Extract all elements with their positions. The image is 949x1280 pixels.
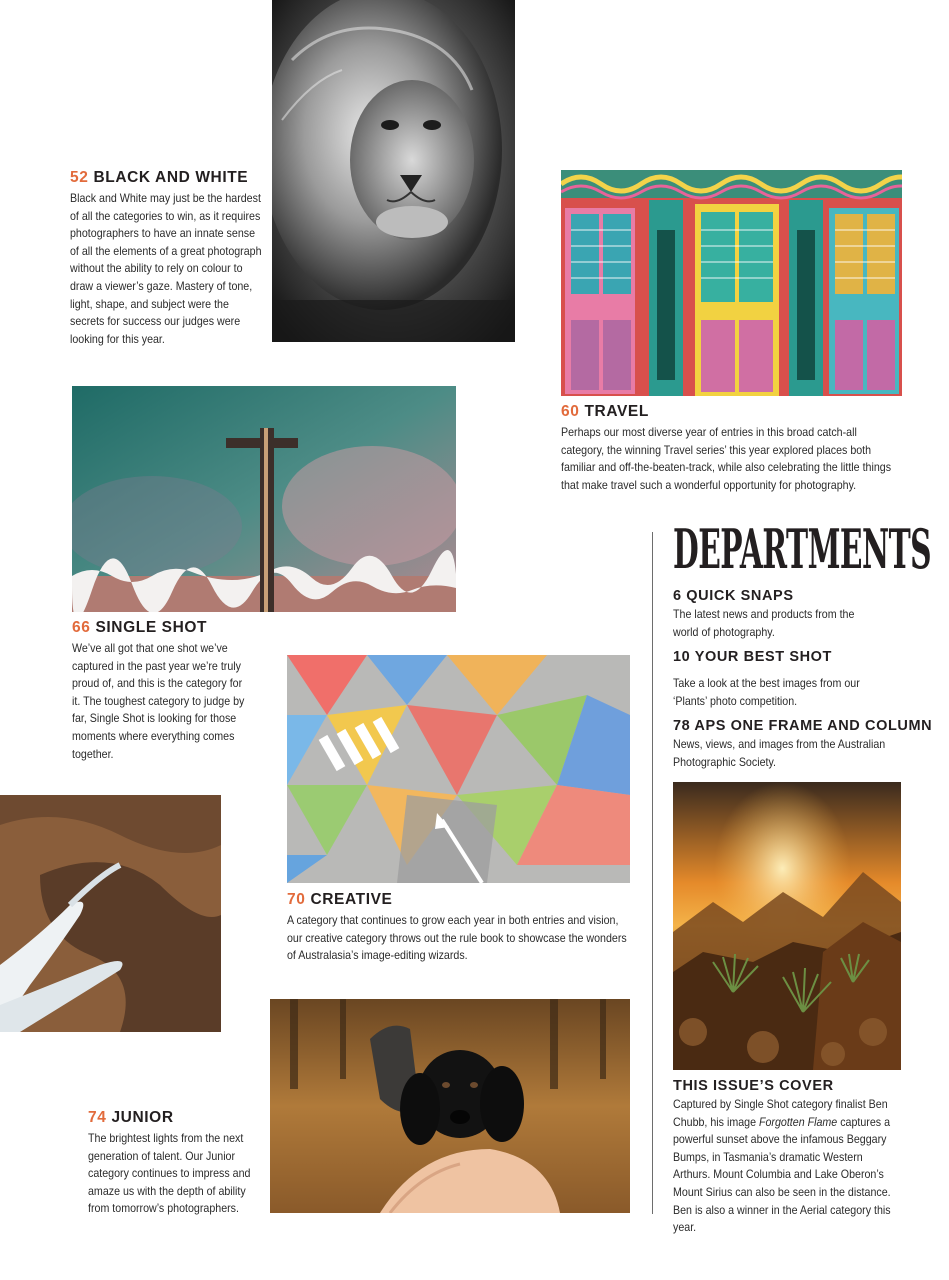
dept-your-best-shot-description: Take a look at the best images from our ‘Plants’ photo competition. [673, 677, 860, 708]
section-number: 60 [561, 403, 580, 420]
single-shot-description: We’ve all got that one shot we’ve captured in the past year we’re truly proud of, and this is the category for it. The toughest category to judge by far, Single Shot is looking for those moments where everything comes together. [72, 642, 245, 761]
creative-heading [287, 890, 392, 910]
section-title: CREATIVE [310, 891, 393, 908]
travel-heading [561, 402, 649, 422]
section-title: BLACK AND WHITE [93, 169, 249, 186]
section-title: SINGLE SHOT [95, 619, 208, 636]
junior-dog-photo [270, 999, 630, 1213]
single-shot-pier-photo [72, 386, 456, 612]
cover-text-start: Captured by Single Shot category finalist Ben Chubb, his image [673, 1098, 888, 1129]
dept-your-best-shot-heading: 10 YOUR BEST SHOT [673, 649, 832, 665]
black-and-white-description: Black and White may just be the hardest of all the categories to win, as it requires photographers to have an innate sense of all the elements of a great photograph without the ability to rely on colour to draw a viewer’s gaze. Mastery of tone, light, shape, and subject were the secrets for success our judges were looking for this year. [70, 192, 262, 346]
single-shot-heading [72, 618, 207, 638]
creative-street-photo [287, 655, 630, 883]
dept-aps-heading: 78 APS ONE FRAME AND COLUMN [673, 718, 933, 734]
section-number: 52 [70, 169, 89, 186]
junior-heading [88, 1108, 174, 1128]
lion-photo [272, 0, 515, 342]
section-number: 74 [88, 1109, 107, 1126]
black-and-white-heading [70, 168, 248, 188]
cover-image-title: Forgotten Flame [758, 1115, 838, 1129]
dept-quick-snaps-heading: 6 QUICK SNAPS [673, 588, 794, 604]
cover-heading: THIS ISSUE’S COVER [673, 1078, 834, 1094]
dept-quick-snaps-description: The latest news and products from the world of photography. [673, 608, 855, 639]
cover-mountain-photo [673, 782, 901, 1070]
aerial-river-photo [0, 795, 221, 1032]
dept-aps-description: News, views, and images from the Australian Photographic Society. [673, 738, 886, 769]
column-divider [652, 532, 653, 1214]
creative-description: A category that continues to grow each year in both entries and vision, our creative category throws out the rule book to showcase the wonders of Australasia’s image-editing wizards. [287, 914, 627, 963]
section-number: 66 [72, 619, 91, 636]
section-title: JUNIOR [111, 1109, 174, 1126]
cover-description [673, 1096, 901, 1237]
cover-text-end: captures a powerful sunset above the infamous Beggary Bumps, in Tasmania’s dramatic Western Arthurs. Mount Columbia and Lake Oberon’s Mount Sirius can also be seen in the distance. Ben is also a winner in the Aerial category this year. [673, 1115, 891, 1235]
section-title: TRAVEL [584, 403, 649, 420]
departments-title: DEPARTMENTS [673, 517, 932, 581]
junior-description: The brightest lights from the next generation of talent. Our Junior category continues to impress and amaze us with the depth of ability from tomorrow’s photographers. [88, 1132, 251, 1216]
travel-description: Perhaps our most diverse year of entries in this broad catch-all category, the winning Travel series’ this year explored places both familiar and off-the-beaten-track, while also celebrating the little things that make travel such a wonderful opportunity for photography. [561, 426, 892, 492]
travel-doors-photo [561, 170, 902, 396]
section-number: 70 [287, 891, 306, 908]
